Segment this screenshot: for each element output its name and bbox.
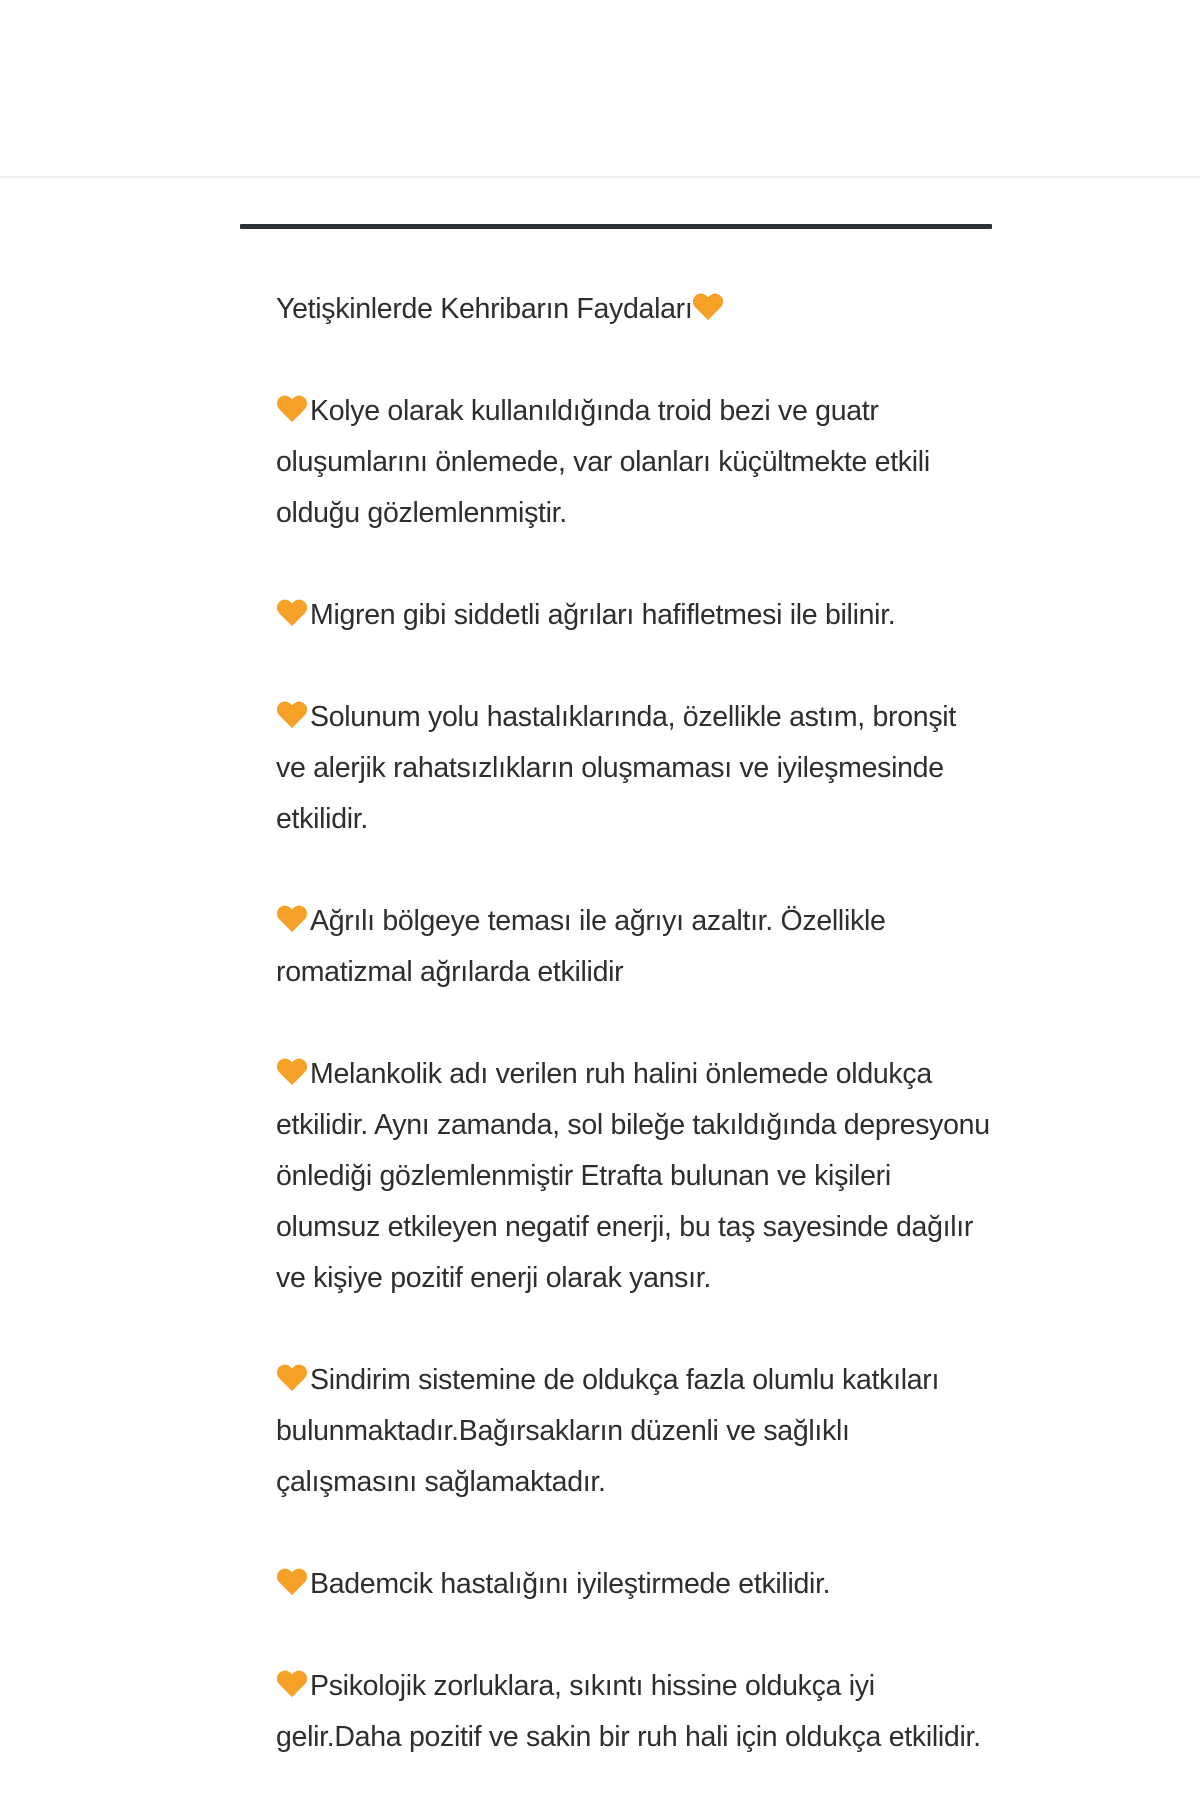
list-item-text: Melankolik adı verilen ruh halini önlemede oldukça etkilidir. Aynı zamanda, sol bileğe takıldığında depresyonu önlediği gözlemlenmiştir Etrafta bulunan ve kişileri olumsuz etkileyen negatif enerji, bu taş sayesinde dağılır ve kişiye pozitif enerji olarak yansır. xyxy=(276,1058,990,1294)
list-item-text: Bademcik hastalığını iyileştirmede etkilidir. xyxy=(310,1568,831,1600)
list-item-text: Psikolojik zorluklara, sıkıntı hissine oldukça iyi gelir.Daha pozitif ve sakin bir ruh hali için oldukça etkilidir. xyxy=(276,1670,981,1753)
orange-heart-icon xyxy=(276,600,308,628)
list-item xyxy=(276,896,992,998)
orange-heart-icon xyxy=(276,1569,308,1597)
list-item xyxy=(276,590,992,641)
list-item xyxy=(276,386,992,539)
list-item-text: Kolye olarak kullanıldığında troid bezi ve guatr oluşumlarını önlemede, var olanları küçültmekte etkili olduğu gözlemlenmiştir. xyxy=(276,395,930,529)
list-item xyxy=(276,692,992,845)
orange-heart-icon xyxy=(276,1059,308,1087)
list-item-text: Sindirim sistemine de oldukça fazla olumlu katkıları bulunmaktadır.Bağırsakların düzenli ve sağlıklı çalışmasını sağlamaktadır. xyxy=(276,1364,940,1498)
list-item-text: Migren gibi siddetli ağrıları hafifletmesi ile bilinir. xyxy=(310,599,896,631)
document-body xyxy=(276,233,992,1814)
orange-heart-icon xyxy=(276,396,308,424)
orange-heart-icon xyxy=(276,906,308,934)
list-item xyxy=(276,1355,992,1508)
list-item xyxy=(276,1049,992,1304)
orange-heart-icon xyxy=(276,1365,308,1393)
top-rule xyxy=(240,224,992,229)
top-blank-area xyxy=(0,0,1200,176)
list-item xyxy=(276,1559,992,1610)
title-text: Yetişkinlerde Kehribarın Faydaları xyxy=(276,293,693,325)
list-item xyxy=(276,1661,992,1763)
document-card xyxy=(240,224,992,1814)
orange-heart-icon xyxy=(276,702,308,730)
list-item-text: Ağrılı bölgeye teması ile ağrıyı azaltır. Özellikle romatizmal ağrılarda etkilidir xyxy=(276,905,886,988)
document-title xyxy=(276,284,992,335)
orange-heart-icon xyxy=(276,1671,308,1699)
divider xyxy=(0,176,1200,178)
list-item-text: Solunum yolu hastalıklarında, özellikle astım, bronşit ve alerjik rahatsızlıkların oluşmaması ve iyileşmesinde etkilidir. xyxy=(276,701,956,835)
orange-heart-icon xyxy=(692,294,724,322)
